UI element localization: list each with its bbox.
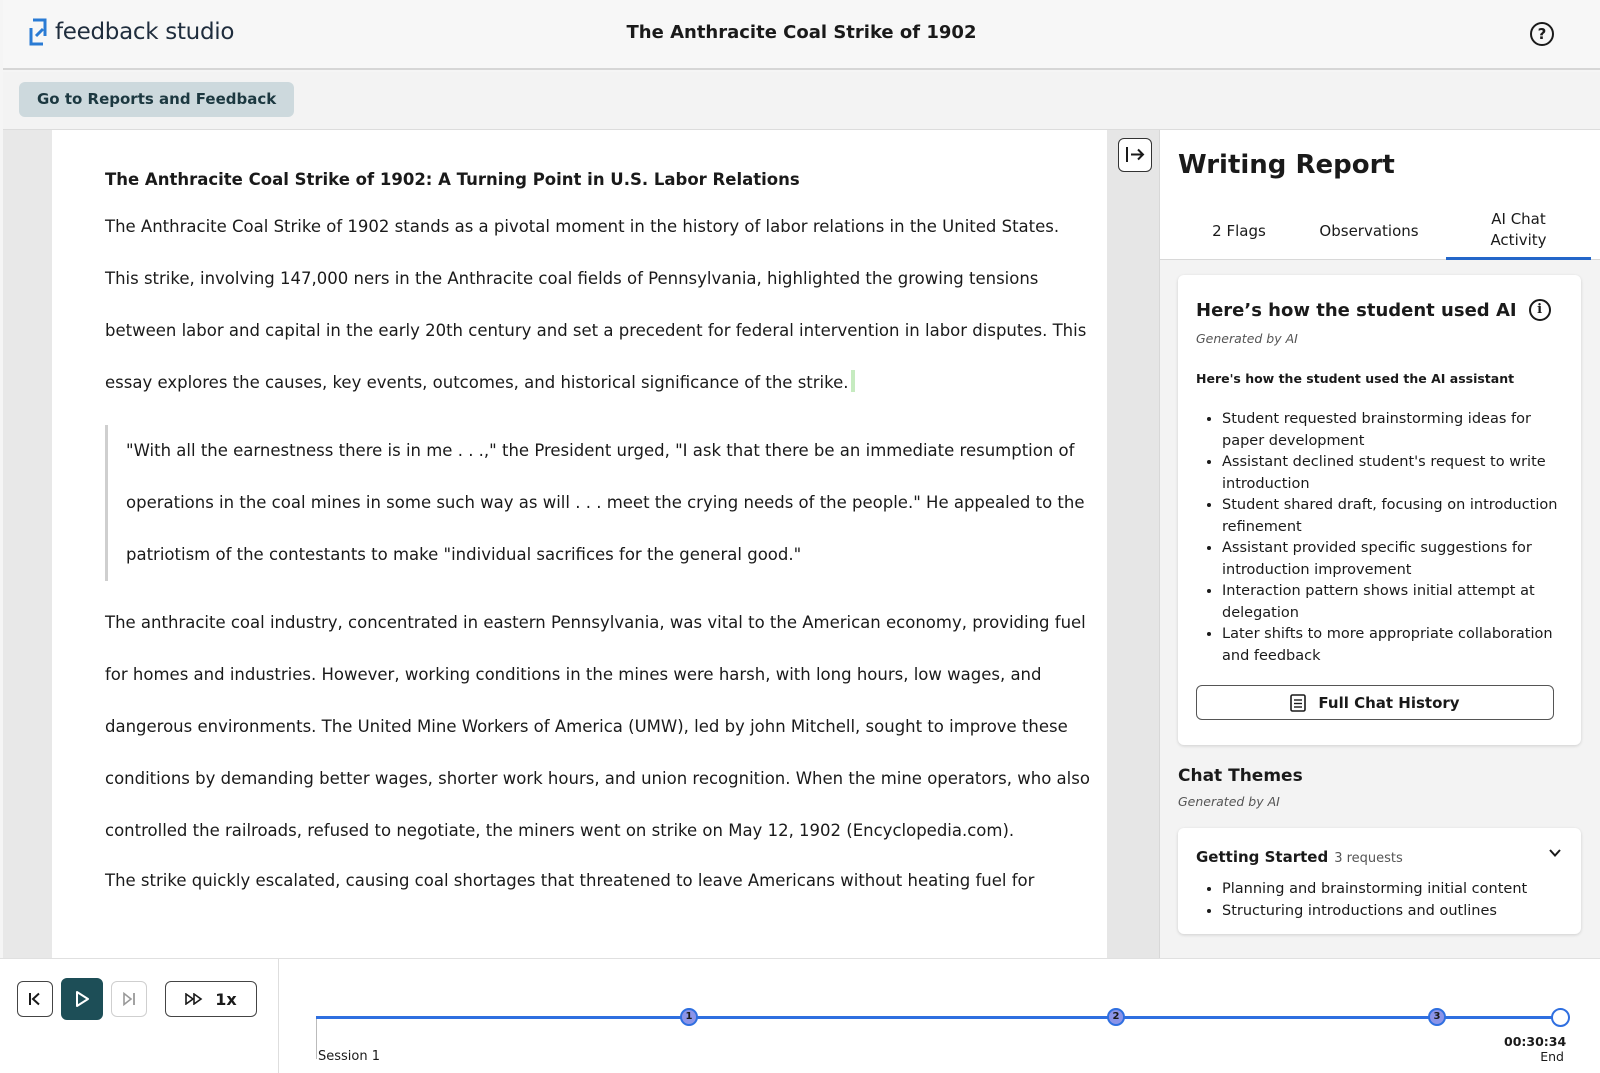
essay-paragraph-2: The anthracite coal industry, concentrated in eastern Pennsylvania, was vital to the American economy, providing fuel for homes and industries. However, working conditions in the mines were harsh, with long hours, low wages, and dangerous environments. The United Mine Workers of America (UMW), led by john Mitchell, sought to improve these conditions by demanding better wages, shorter work hours, and union recognition. When the mine operators, who also controlled the railroads, refused to negotiate, the miners went on strike on May 12, 1902 (Encyclopedia.com). xyxy=(105,613,1090,840)
list-item: • Student shared draft, focusing on introduction refinement xyxy=(1222,495,1562,538)
list-item: • Assistant provided specific suggestions for introduction improvement xyxy=(1222,538,1562,581)
document-list-icon xyxy=(1290,694,1306,712)
playback-speed-button[interactable] xyxy=(165,981,257,1017)
full-chat-history-button[interactable] xyxy=(1196,685,1554,720)
document-right-gutter xyxy=(1107,130,1159,958)
timeline-marker-3[interactable]: 3 xyxy=(1428,1008,1446,1026)
theme-name: Getting Started xyxy=(1196,848,1329,866)
ai-usage-card xyxy=(1178,275,1581,745)
generated-by-ai-label: Generated by AI xyxy=(1196,331,1298,346)
collapse-right-icon xyxy=(1119,139,1150,170)
session-start-tick xyxy=(316,1019,317,1059)
list-item: • Student requested brainstorming ideas for paper development xyxy=(1222,409,1562,452)
list-item: • Interaction pattern shows initial attempt at delegation xyxy=(1222,581,1562,624)
tab-ai-chat-activity[interactable]: AI Chat Activity xyxy=(1446,202,1591,260)
document-paper[interactable] xyxy=(52,130,1107,958)
speed-value: 1x xyxy=(215,989,237,1009)
list-item: • Assistant declined student's request to write introduction xyxy=(1222,452,1562,495)
list-item: • Later shifts to more appropriate collaboration and feedback xyxy=(1222,624,1562,667)
skip-to-start-button[interactable] xyxy=(17,981,53,1017)
quote-text: "With all the earnestness there is in me . . .," the President urged, "I ask that there be an immediate resumption of operations in the coal mines in some such way as will . . . meet the crying needs of the people." He appealed to the patriotism of the contestants to make "individual sacrifices for the general good." xyxy=(126,441,1085,564)
play-button[interactable] xyxy=(61,978,103,1020)
essay-paragraph-3: The strike quickly escalated, causing coal shortages that threatened to leave Americans without heating fuel for xyxy=(105,871,1035,890)
info-icon[interactable]: i xyxy=(1529,299,1551,321)
fast-forward-icon xyxy=(185,993,203,1005)
timeline-playhead[interactable] xyxy=(1551,1008,1570,1027)
essay-title: The Anthracite Coal Strike of 1902: A Turning Point in U.S. Labor Relations xyxy=(105,170,800,189)
logo-text: feedback studio xyxy=(55,19,235,45)
theme-request-count: 3 requests xyxy=(1334,851,1403,866)
timeline-time: 00:30:34 xyxy=(1504,1034,1567,1049)
sub-toolbar xyxy=(3,72,1600,130)
text-cursor-highlight xyxy=(851,370,855,392)
panel-title: Writing Report xyxy=(1178,150,1395,180)
ai-usage-subheading: Here's how the student used the AI assistant xyxy=(1196,371,1515,386)
play-icon xyxy=(75,991,89,1007)
ai-usage-heading xyxy=(1196,299,1551,321)
document-title: The Anthracite Coal Strike of 1902 xyxy=(626,22,977,43)
timeline-end-label: End xyxy=(1540,1049,1564,1064)
document-left-gutter xyxy=(3,130,52,958)
top-header xyxy=(3,0,1600,70)
theme-items-list xyxy=(1222,878,1527,922)
essay-paragraph-intro-text: The Anthracite Coal Strike of 1902 stands as a pivotal moment in the history of labor relations in the United States. This strike, involving 147,000 ners in the Anthracite coal fields of Pennsylvania, highlighted the growing tensions between labor and capital in the early 20th century and set a precedent for federal intervention in labor disputes. This essay explores the causes, key events, outcomes, and historical significance of the strike. xyxy=(105,217,1087,392)
timeline-track[interactable] xyxy=(316,1016,1561,1019)
report-tabs xyxy=(1160,202,1600,260)
list-item: • Planning and brainstorming initial content xyxy=(1222,878,1527,900)
ai-usage-list xyxy=(1222,409,1562,667)
essay-paragraph-intro xyxy=(105,201,1095,409)
chat-themes-title: Chat Themes xyxy=(1178,766,1303,786)
full-chat-history-label: Full Chat History xyxy=(1318,693,1460,712)
help-icon[interactable]: ? xyxy=(1530,22,1554,46)
session-label: Session 1 xyxy=(318,1049,381,1064)
block-quote xyxy=(105,425,1095,581)
player-divider xyxy=(278,959,279,1073)
skip-to-end-button[interactable] xyxy=(111,981,147,1017)
theme-card-getting-started[interactable] xyxy=(1178,828,1581,934)
themes-generated-label: Generated by AI xyxy=(1178,794,1280,809)
writing-report-panel xyxy=(1159,130,1600,958)
tab-observations[interactable]: Observations xyxy=(1319,221,1419,240)
essay-content xyxy=(105,170,1095,907)
chevron-down-icon[interactable] xyxy=(1548,846,1562,860)
timeline-marker-2[interactable]: 2 xyxy=(1107,1008,1125,1026)
skip-forward-icon xyxy=(121,992,137,1006)
go-to-reports-button[interactable]: Go to Reports and Feedback xyxy=(19,82,294,117)
ai-usage-heading-text: Here’s how the student used AI xyxy=(1196,299,1517,321)
collapse-panel-button[interactable] xyxy=(1118,138,1152,172)
list-item: • Structuring introductions and outlines xyxy=(1222,900,1527,922)
timeline-marker-1[interactable]: 1 xyxy=(680,1008,698,1026)
tab-flags[interactable]: 2 Flags xyxy=(1212,221,1266,240)
skip-back-icon xyxy=(27,992,43,1006)
theme-heading xyxy=(1196,848,1403,866)
